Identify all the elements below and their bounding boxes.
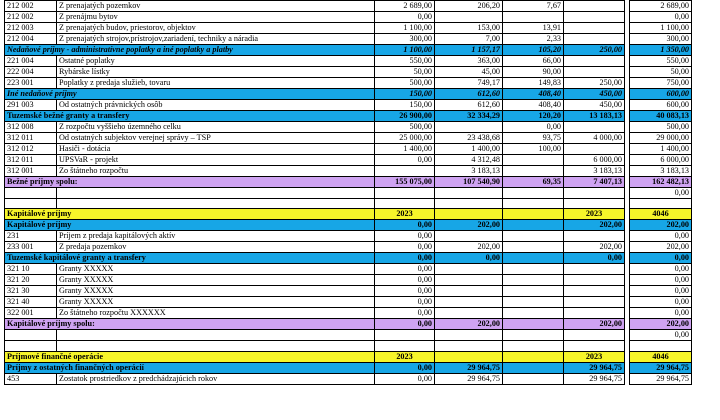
change-value: 450,00 (564, 100, 625, 111)
change-value: 3 183,13 (564, 166, 625, 177)
budget-value: 0,00 (375, 12, 435, 23)
actual-value: 153,00 (435, 23, 503, 34)
actual-value (435, 264, 503, 275)
table-row (5, 199, 692, 209)
adjusted-value: 0,00 (630, 308, 692, 319)
budget-value: 0,00 (375, 220, 435, 231)
item-code: 321 30 (5, 286, 57, 297)
change-value (564, 144, 625, 155)
change-value: 6 000,00 (564, 155, 625, 166)
table-row (5, 45, 692, 56)
table-row (5, 122, 692, 133)
percent-value (503, 351, 564, 362)
change-value (564, 330, 625, 341)
item-code: 312 001 (5, 166, 57, 177)
budget-value: 50,00 (375, 67, 435, 78)
budget-value: 0,00 (375, 319, 435, 330)
budget-value: 500,00 (375, 122, 435, 133)
change-value: 13 183,13 (564, 111, 625, 122)
change-value (564, 1, 625, 12)
budget-value: 0,00 (375, 242, 435, 253)
item-name: Granty XXXXX (57, 286, 375, 297)
item-name: Rybárske lístky (57, 67, 375, 78)
item-code: 312 012 (5, 144, 57, 155)
adjusted-value: 600,00 (630, 89, 692, 100)
adjusted-value: 1 100,00 (630, 23, 692, 34)
item-code: 212 002 (5, 1, 57, 12)
percent-value: 0,00 (503, 122, 564, 133)
table-row (5, 351, 692, 362)
adjusted-value: 4046 (630, 351, 692, 362)
adjusted-value: 750,00 (630, 78, 692, 89)
percent-value (503, 12, 564, 23)
percent-value (503, 209, 564, 220)
actual-value: 1 400,00 (435, 144, 503, 155)
table-row (5, 155, 692, 166)
item-name (57, 188, 375, 199)
actual-value (435, 188, 503, 199)
change-value: 250,00 (564, 45, 625, 56)
adjusted-value: 0,00 (630, 253, 692, 264)
adjusted-value: 0,00 (630, 286, 692, 297)
percent-value: 13,91 (503, 23, 564, 34)
budget-value: 0,00 (375, 308, 435, 319)
percent-value (503, 264, 564, 275)
change-value (564, 188, 625, 199)
table-row (5, 1, 692, 12)
table-row (5, 23, 692, 34)
budget-value (375, 341, 435, 351)
budget-value: 1 400,00 (375, 144, 435, 155)
percent-value (503, 155, 564, 166)
section-label: Príjmové finančné operácie (5, 351, 375, 362)
percent-value: 2,33 (503, 34, 564, 45)
actual-value (435, 351, 503, 362)
adjusted-value: 29 964,75 (630, 362, 692, 373)
adjusted-value: 3 183,13 (630, 166, 692, 177)
section-label: Kapitálové príjmy (5, 209, 375, 220)
table-row (5, 220, 692, 231)
change-value (564, 199, 625, 209)
item-code: 212 002 (5, 12, 57, 23)
item-name: Zo štátneho rozpočtu XXXXXX (57, 308, 375, 319)
percent-value (503, 242, 564, 253)
actual-value (435, 286, 503, 297)
actual-value: 29 964,75 (435, 373, 503, 384)
item-name (57, 199, 375, 209)
budget-value: 1 100,00 (375, 23, 435, 34)
budget-value: 0,00 (375, 231, 435, 242)
item-code (5, 199, 57, 209)
item-name: Ostatné poplatky (57, 56, 375, 67)
percent-value: 120,20 (503, 111, 564, 122)
section-label: Kapitálové príjmy spolu: (5, 319, 375, 330)
item-name: Hasiči - dotácia (57, 144, 375, 155)
adjusted-value: 2 689,00 (630, 1, 692, 12)
percent-value (503, 297, 564, 308)
change-value (564, 12, 625, 23)
actual-value: 612,60 (435, 100, 503, 111)
percent-value: 90,00 (503, 67, 564, 78)
section-label: Príjmy z ostatných finančných operácií (5, 362, 375, 373)
actual-value (435, 122, 503, 133)
adjusted-value: 1 400,00 (630, 144, 692, 155)
item-code (5, 341, 57, 351)
item-code: 212 004 (5, 34, 57, 45)
actual-value (435, 330, 503, 341)
budget-value (375, 330, 435, 341)
percent-value (503, 220, 564, 231)
table-row (5, 34, 692, 45)
change-value: 2023 (564, 351, 625, 362)
section-label: Nedaňové príjmy - administratívne poplatky a iné poplatky a platby (5, 45, 375, 56)
item-code: 453 (5, 373, 57, 384)
change-value: 202,00 (564, 220, 625, 231)
actual-value: 107 540,90 (435, 177, 503, 188)
section-label: Tuzemské bežné granty a transfery (5, 111, 375, 122)
percent-value (503, 253, 564, 264)
adjusted-value: 29 000,00 (630, 133, 692, 144)
percent-value: 100,00 (503, 144, 564, 155)
percent-value (503, 275, 564, 286)
percent-value (503, 188, 564, 199)
item-name (57, 341, 375, 351)
actual-value (435, 275, 503, 286)
percent-value: 66,00 (503, 56, 564, 67)
percent-value (503, 373, 564, 384)
budget-value: 0,00 (375, 275, 435, 286)
table-row (5, 330, 692, 341)
change-value (564, 56, 625, 67)
table-row (5, 308, 692, 319)
table-row (5, 188, 692, 199)
item-name: Z prenajatých strojov,prístrojov,zariadení, techniky a náradia (57, 34, 375, 45)
change-value (564, 34, 625, 45)
percent-value (503, 286, 564, 297)
adjusted-value: 202,00 (630, 319, 692, 330)
percent-value: 69,35 (503, 177, 564, 188)
percent-value: 408,40 (503, 100, 564, 111)
item-name: Z prenájmu bytov (57, 12, 375, 23)
percent-value (503, 341, 564, 351)
item-code: 212 003 (5, 23, 57, 34)
table-row (5, 275, 692, 286)
actual-value: 363,00 (435, 56, 503, 67)
budget-value: 500,00 (375, 78, 435, 89)
budget-value: 0,00 (375, 373, 435, 384)
item-code (5, 188, 57, 199)
item-name: Zostatok prostriedkov z predchádzajúcich rokov (57, 373, 375, 384)
table-row (5, 78, 692, 89)
budget-value: 0,00 (375, 264, 435, 275)
actual-value (435, 12, 503, 23)
percent-value: 93,75 (503, 133, 564, 144)
budget-sheet (4, 0, 692, 385)
table-row (5, 67, 692, 78)
table-row (5, 12, 692, 23)
change-value: 202,00 (564, 319, 625, 330)
budget-table (4, 0, 692, 385)
change-value (564, 286, 625, 297)
adjusted-value: 50,00 (630, 67, 692, 78)
actual-value: 32 334,29 (435, 111, 503, 122)
change-value (564, 264, 625, 275)
adjusted-value: 202,00 (630, 220, 692, 231)
change-value: 29 964,75 (564, 362, 625, 373)
actual-value (435, 341, 503, 351)
actual-value: 3 183,13 (435, 166, 503, 177)
actual-value: 29 964,75 (435, 362, 503, 373)
change-value (564, 275, 625, 286)
percent-value (503, 308, 564, 319)
actual-value: 612,60 (435, 89, 503, 100)
actual-value: 23 438,68 (435, 133, 503, 144)
budget-value: 25 000,00 (375, 133, 435, 144)
change-value (564, 122, 625, 133)
actual-value (435, 199, 503, 209)
table-row (5, 253, 692, 264)
adjusted-value (630, 199, 692, 209)
item-name: Poplatky z predaja služieb, tovaru (57, 78, 375, 89)
actual-value: 45,00 (435, 67, 503, 78)
actual-value: 4 312,48 (435, 155, 503, 166)
item-name: UPSVaR - projekt (57, 155, 375, 166)
table-row (5, 111, 692, 122)
table-row (5, 166, 692, 177)
adjusted-value: 0,00 (630, 231, 692, 242)
actual-value: 206,20 (435, 1, 503, 12)
table-row (5, 231, 692, 242)
table-row (5, 373, 692, 384)
actual-value: 0,00 (435, 253, 503, 264)
table-row (5, 100, 692, 111)
percent-value (503, 199, 564, 209)
adjusted-value: 0,00 (630, 188, 692, 199)
adjusted-value: 202,00 (630, 242, 692, 253)
budget-value: 550,00 (375, 56, 435, 67)
budget-value: 0,00 (375, 362, 435, 373)
adjusted-value: 0,00 (630, 330, 692, 341)
item-code: 291 003 (5, 100, 57, 111)
adjusted-value: 40 083,13 (630, 111, 692, 122)
table-row (5, 133, 692, 144)
percent-value (503, 231, 564, 242)
adjusted-value: 162 482,13 (630, 177, 692, 188)
change-value (564, 297, 625, 308)
table-row (5, 56, 692, 67)
change-value (564, 308, 625, 319)
section-label: Iné nedaňové príjmy (5, 89, 375, 100)
percent-value (503, 330, 564, 341)
actual-value (435, 297, 503, 308)
budget-value (375, 199, 435, 209)
actual-value: 749,17 (435, 78, 503, 89)
adjusted-value: 0,00 (630, 12, 692, 23)
section-label: Tuzemské kapitálové granty a transfery (5, 253, 375, 264)
adjusted-value: 0,00 (630, 264, 692, 275)
item-code: 312 011 (5, 133, 57, 144)
change-value: 29 964,75 (564, 373, 625, 384)
budget-value: 0,00 (375, 297, 435, 308)
table-body (5, 1, 692, 385)
change-value (564, 341, 625, 351)
budget-value: 150,00 (375, 100, 435, 111)
change-value: 0,00 (564, 253, 625, 264)
budget-value: 0,00 (375, 286, 435, 297)
actual-value: 7,00 (435, 34, 503, 45)
percent-value: 7,67 (503, 1, 564, 12)
budget-value: 2023 (375, 209, 435, 220)
budget-value: 2023 (375, 351, 435, 362)
percent-value: 408,40 (503, 89, 564, 100)
item-name: Zo štátneho rozpočtu (57, 166, 375, 177)
adjusted-value (630, 341, 692, 351)
actual-value: 202,00 (435, 319, 503, 330)
change-value: 4 000,00 (564, 133, 625, 144)
item-name: Od ostatných subjektov verejnej správy – TSP (57, 133, 375, 144)
percent-value (503, 166, 564, 177)
adjusted-value: 6 000,00 (630, 155, 692, 166)
actual-value (435, 231, 503, 242)
item-name (57, 330, 375, 341)
actual-value: 1 157,17 (435, 45, 503, 56)
percent-value (503, 362, 564, 373)
item-code: 321 40 (5, 297, 57, 308)
item-code: 231 (5, 231, 57, 242)
item-name: Príjem z predaja kapitálových aktív (57, 231, 375, 242)
budget-value: 0,00 (375, 155, 435, 166)
item-code: 223 001 (5, 78, 57, 89)
actual-value (435, 209, 503, 220)
table-row (5, 341, 692, 351)
budget-value: 0,00 (375, 253, 435, 264)
change-value (564, 231, 625, 242)
item-name: Z prenajatých budov, priestorov, objektov (57, 23, 375, 34)
table-row (5, 242, 692, 253)
budget-value (375, 166, 435, 177)
section-label: Bežné príjmy spolu: (5, 177, 375, 188)
actual-value (435, 308, 503, 319)
change-value: 450,00 (564, 89, 625, 100)
item-code: 321 20 (5, 275, 57, 286)
adjusted-value: 600,00 (630, 100, 692, 111)
table-row (5, 297, 692, 308)
change-value: 7 407,13 (564, 177, 625, 188)
item-name: Z prenajatých pozemkov (57, 1, 375, 12)
table-row (5, 177, 692, 188)
budget-value: 300,00 (375, 34, 435, 45)
change-value (564, 67, 625, 78)
budget-value: 26 900,00 (375, 111, 435, 122)
item-code (5, 330, 57, 341)
item-code: 221 004 (5, 56, 57, 67)
adjusted-value: 0,00 (630, 297, 692, 308)
item-code: 321 10 (5, 264, 57, 275)
adjusted-value: 500,00 (630, 122, 692, 133)
percent-value: 149,83 (503, 78, 564, 89)
adjusted-value: 1 350,00 (630, 45, 692, 56)
table-row (5, 144, 692, 155)
item-name: Z rozpočtu vyššieho územného celku (57, 122, 375, 133)
change-value: 250,00 (564, 78, 625, 89)
table-row (5, 319, 692, 330)
adjusted-value: 550,00 (630, 56, 692, 67)
table-row (5, 286, 692, 297)
adjusted-value: 0,00 (630, 275, 692, 286)
budget-value: 150,00 (375, 89, 435, 100)
adjusted-value: 29 964,75 (630, 373, 692, 384)
item-code: 312 011 (5, 155, 57, 166)
table-row (5, 209, 692, 220)
item-code: 222 004 (5, 67, 57, 78)
table-row (5, 89, 692, 100)
actual-value: 202,00 (435, 220, 503, 231)
table-row (5, 362, 692, 373)
percent-value (503, 319, 564, 330)
item-name: Granty XXXXX (57, 297, 375, 308)
item-name: Z predaja pozemkov (57, 242, 375, 253)
section-label: Kapitálové príjmy (5, 220, 375, 231)
change-value: 2023 (564, 209, 625, 220)
actual-value: 202,00 (435, 242, 503, 253)
item-name: Granty XXXXX (57, 264, 375, 275)
item-name: Granty XXXXX (57, 275, 375, 286)
item-code: 233 001 (5, 242, 57, 253)
change-value (564, 23, 625, 34)
item-code: 322 001 (5, 308, 57, 319)
budget-value: 1 100,00 (375, 45, 435, 56)
table-row (5, 264, 692, 275)
change-value: 202,00 (564, 242, 625, 253)
percent-value: 105,20 (503, 45, 564, 56)
budget-value (375, 188, 435, 199)
adjusted-value: 4046 (630, 209, 692, 220)
item-name: Od ostatných právnických osôb (57, 100, 375, 111)
budget-value: 155 075,00 (375, 177, 435, 188)
item-code: 312 008 (5, 122, 57, 133)
budget-value: 2 689,00 (375, 1, 435, 12)
adjusted-value: 300,00 (630, 34, 692, 45)
